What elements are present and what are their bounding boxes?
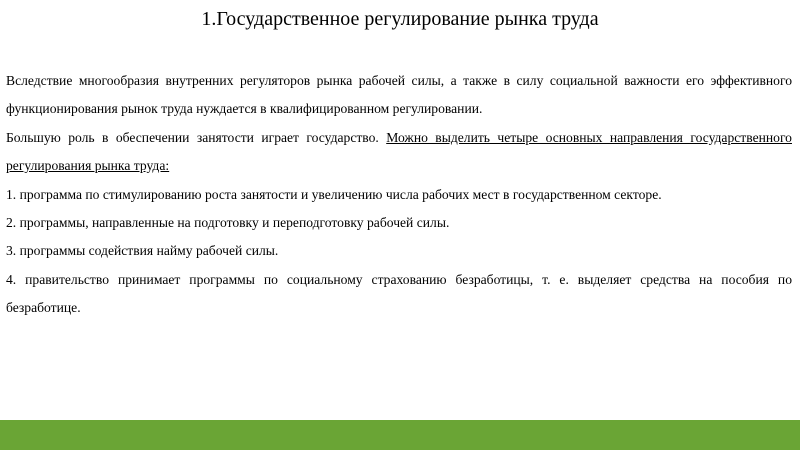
slide-title: 1.Государственное регулирование рынка труда: [201, 8, 599, 30]
list-item-2: 2. программы, направленные на подготовку и переподготовку рабочей силы.: [6, 215, 450, 231]
slide-body: [6, 67, 792, 323]
directions-underlined-text: Можно выделить четыре основных направления государственного регулирования рынка труда:: [6, 129, 792, 174]
paragraph-intro: Вследствие многообразия внутренних регуляторов рынка рабочей силы, а также в силу социальной важности его эффективного функционирования рынок труда нуждается в квалифицированном регулировании.: [6, 73, 792, 117]
list-item-3: 3. программы содействия найму рабочей силы.: [6, 243, 279, 259]
paragraph-state-role: [6, 124, 792, 181]
list-item-4: 4. правительство принимает программы по социальному страхованию безработицы, т. е. выделяет средства на пособия по безработице.: [6, 271, 792, 316]
list-item-1: 1. программа по стимулированию роста занятости и увеличению числа рабочих мест в государственном секторе.: [6, 186, 662, 202]
state-role-text: Большую роль в обеспечении занятости играет государство.: [6, 129, 387, 145]
bottom-accent-bar: [0, 420, 800, 450]
